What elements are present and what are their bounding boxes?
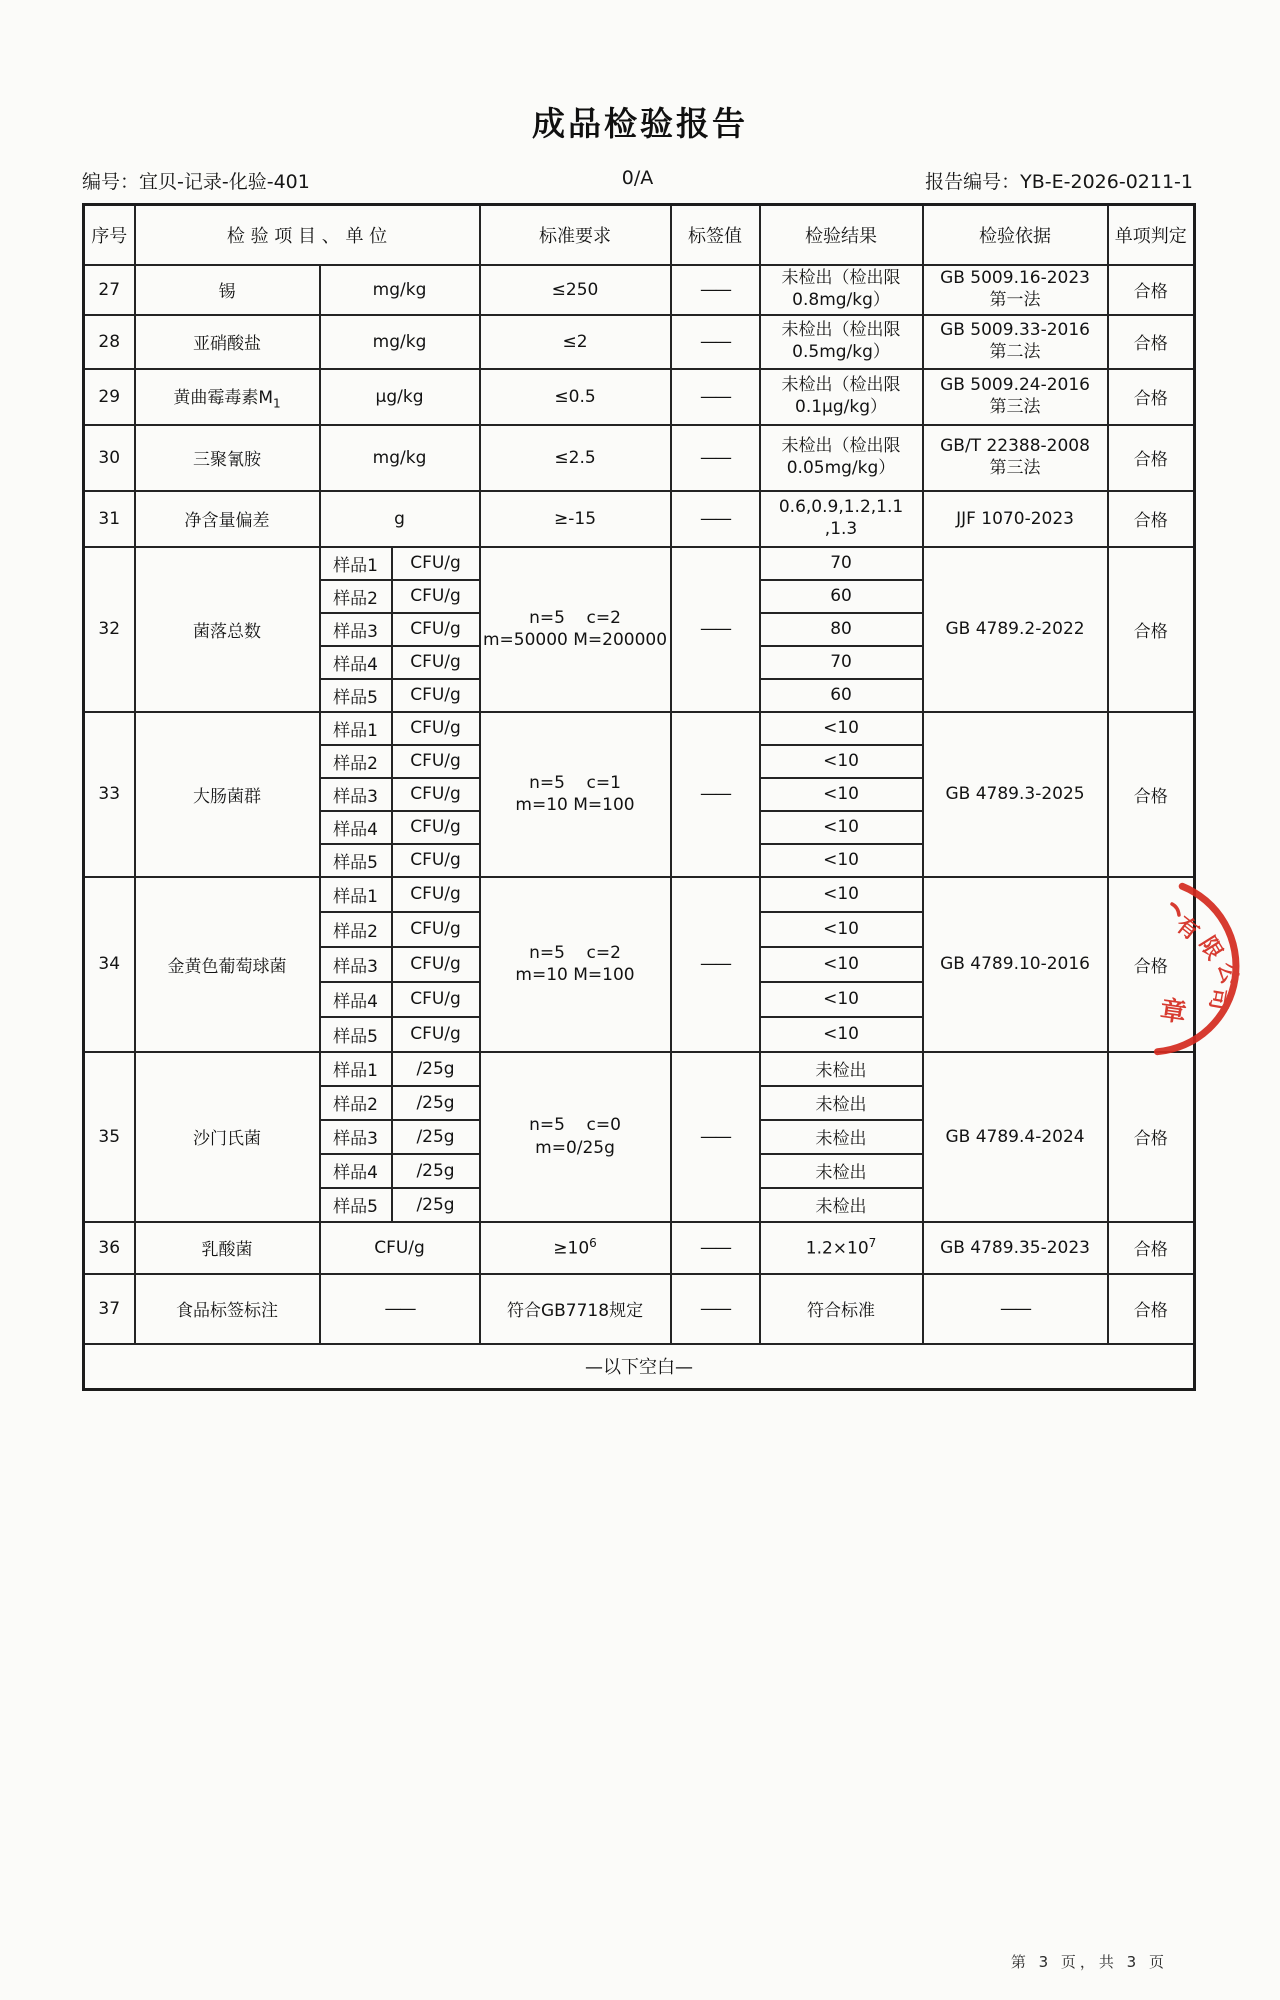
cell-no: 30 (84, 425, 135, 491)
cell-standard (480, 547, 671, 712)
cell-standard: ≤250 (480, 265, 671, 315)
cell-sample: 样品5 (320, 1188, 392, 1222)
cell-no: 37 (84, 1274, 135, 1344)
cell-standard: ≤2.5 (480, 425, 671, 491)
blank-filler-cell: —以下空白— (84, 1344, 1195, 1390)
cell-no: 31 (84, 491, 135, 547)
cell-sample: 样品4 (320, 982, 392, 1017)
cell-label-value: —— (671, 265, 760, 315)
cell-sample: 样品3 (320, 947, 392, 982)
cell-standard (480, 1052, 671, 1222)
cell-item (135, 369, 320, 425)
cell-unit: /25g (392, 1154, 480, 1188)
cell-result (760, 491, 923, 547)
standard-line2: m=10 M=100 (515, 965, 635, 985)
cell-result (760, 425, 923, 491)
cell-no: 33 (84, 712, 135, 877)
cell-result (760, 1222, 923, 1274)
cell-unit: g (320, 491, 480, 547)
result-line1: 未检出（检出限 (781, 268, 901, 289)
cell-basis: —— (923, 1274, 1108, 1344)
cell-result: 未检出 (760, 1188, 923, 1222)
cell-unit: CFU/g (392, 613, 480, 646)
cell-result (760, 265, 923, 315)
cell-label-value: —— (671, 425, 760, 491)
basis-line1: GB/T 22388-2008 (940, 436, 1090, 457)
table-row (84, 877, 1195, 912)
cell-result: 未检出 (760, 1120, 923, 1154)
cell-result: <10 (760, 811, 923, 844)
seal-char: 限 (1194, 932, 1227, 965)
table-row (84, 547, 1195, 580)
cell-result (760, 369, 923, 425)
result-line2: 0.5mg/kg） (792, 341, 890, 362)
col-header-no: 序号 (84, 205, 135, 265)
cell-item: 大肠菌群 (135, 712, 320, 877)
col-header-result: 检验结果 (760, 205, 923, 265)
cell-result: 70 (760, 646, 923, 679)
cell-sample: 样品1 (320, 877, 392, 912)
cell-unit: CFU/g (320, 1222, 480, 1274)
cell-item: 乳酸菌 (135, 1222, 320, 1274)
cell-result: <10 (760, 947, 923, 982)
table-row (84, 1222, 1195, 1274)
cell-standard: 符合GB7718规定 (480, 1274, 671, 1344)
cell-sample: 样品3 (320, 613, 392, 646)
cell-no: 34 (84, 877, 135, 1052)
cell-result (760, 315, 923, 369)
cell-basis: JJF 1070-2023 (923, 491, 1108, 547)
col-header-label-value: 标签值 (671, 205, 760, 265)
cell-label-value: —— (671, 491, 760, 547)
cell-sample: 样品4 (320, 646, 392, 679)
table-row (84, 1052, 1195, 1086)
cell-sample: 样品5 (320, 1017, 392, 1052)
cell-unit: CFU/g (392, 547, 480, 580)
item-subscript: 1 (273, 396, 281, 411)
cell-sample: 样品2 (320, 1086, 392, 1120)
cell-sample: 样品1 (320, 712, 392, 745)
cell-no: 35 (84, 1052, 135, 1222)
cell-result: <10 (760, 745, 923, 778)
cell-unit: CFU/g (392, 712, 480, 745)
item-text: 黄曲霉毒素M (173, 387, 274, 408)
cell-sample: 样品1 (320, 547, 392, 580)
col-header-item-unit: 检 验 项 目 、 单 位 (135, 205, 480, 265)
cell-sample: 样品5 (320, 844, 392, 877)
cell-verdict: 合格 (1108, 1052, 1195, 1222)
seal-char: 司 (1204, 986, 1233, 1013)
cell-no: 36 (84, 1222, 135, 1274)
cell-result: 60 (760, 580, 923, 613)
cell-label-value: —— (671, 547, 760, 712)
cell-result: <10 (760, 1017, 923, 1052)
standard-line1: n=5 c=1 (529, 772, 621, 793)
result-line2: 0.1μg/kg） (795, 396, 888, 417)
result-line1: 未检出（检出限 (781, 320, 901, 341)
cell-unit: CFU/g (392, 778, 480, 811)
cell-result: <10 (760, 912, 923, 947)
cell-unit: —— (320, 1274, 480, 1344)
cell-unit: /25g (392, 1086, 480, 1120)
cell-item: 沙门氏菌 (135, 1052, 320, 1222)
cell-no: 27 (84, 265, 135, 315)
basis-line2: 第一法 (989, 289, 1041, 310)
cell-unit: μg/kg (320, 369, 480, 425)
cell-verdict: 合格 (1108, 265, 1195, 315)
result-line2: 0.05mg/kg） (786, 457, 896, 478)
standard-line1: n=5 c=2 (529, 607, 621, 628)
result-line2: ,1.3 (824, 518, 858, 539)
col-header-basis: 检验依据 (923, 205, 1108, 265)
cell-sample: 样品1 (320, 1052, 392, 1086)
result-superscript: 7 (868, 1236, 877, 1251)
basis-line1: GB 5009.24-2016 (940, 375, 1090, 396)
cell-result: <10 (760, 778, 923, 811)
basis-line1: GB 5009.16-2023 (940, 268, 1090, 289)
standard-base: ≥10 (553, 1238, 590, 1259)
table-row (84, 491, 1195, 547)
cell-item: 金黄色葡萄球菌 (135, 877, 320, 1052)
cell-basis: GB 4789.35-2023 (923, 1222, 1108, 1274)
cell-unit: CFU/g (392, 646, 480, 679)
standard-superscript: 6 (589, 1236, 597, 1251)
seal-char: 公 (1212, 960, 1242, 988)
cell-verdict: 合格 (1108, 491, 1195, 547)
cell-unit: /25g (392, 1188, 480, 1222)
result-line1: 0.6,0.9,1.2,1.1 (778, 497, 904, 518)
cell-unit: CFU/g (392, 844, 480, 877)
cell-unit: CFU/g (392, 877, 480, 912)
cell-label-value: —— (671, 1274, 760, 1344)
standard-line1: n=5 c=2 (529, 942, 621, 963)
cell-basis: GB 4789.10-2016 (923, 877, 1108, 1052)
result-line2: 0.8mg/kg） (792, 289, 890, 310)
standard-line1: n=5 c=0 (529, 1115, 621, 1136)
cell-standard: ≥-15 (480, 491, 671, 547)
cell-result: <10 (760, 712, 923, 745)
cell-standard: ≤2 (480, 315, 671, 369)
cell-label-value: —— (671, 369, 760, 425)
cell-unit: /25g (392, 1052, 480, 1086)
cell-verdict: 合格 (1108, 315, 1195, 369)
cell-basis: GB 4789.4-2024 (923, 1052, 1108, 1222)
cell-result: 符合标准 (760, 1274, 923, 1344)
cell-unit: mg/kg (320, 315, 480, 369)
cell-verdict: 合格 (1108, 1274, 1195, 1344)
table-row (84, 369, 1195, 425)
standard-line2: m=0/25g (535, 1137, 615, 1158)
cell-basis: GB 4789.2-2022 (923, 547, 1108, 712)
cell-standard (480, 712, 671, 877)
cell-item: 食品标签标注 (135, 1274, 320, 1344)
cell-verdict: 合格 (1108, 1222, 1195, 1274)
result-line1: 未检出（检出限 (781, 375, 901, 396)
table-row (84, 265, 1195, 315)
cell-sample: 样品4 (320, 1154, 392, 1188)
cell-standard (480, 1222, 671, 1274)
cell-result: 未检出 (760, 1154, 923, 1188)
cell-sample: 样品2 (320, 912, 392, 947)
cell-unit: CFU/g (392, 811, 480, 844)
seal-char: 有 (1170, 912, 1204, 946)
cell-result: 70 (760, 547, 923, 580)
report-page (0, 98, 1280, 2000)
cell-item: 净含量偏差 (135, 491, 320, 547)
cell-standard (480, 877, 671, 1052)
cell-sample: 样品2 (320, 745, 392, 778)
cell-unit: CFU/g (392, 745, 480, 778)
result-line1: 未检出（检出限 (781, 436, 901, 457)
cell-unit: /25g (392, 1120, 480, 1154)
doc-number: 编号：宜贝-记录-化验-401 (82, 171, 310, 193)
cell-basis (923, 425, 1108, 491)
cell-label-value: —— (671, 712, 760, 877)
basis-line2: 第二法 (989, 341, 1041, 362)
cell-verdict: 合格 (1108, 712, 1195, 877)
cell-basis (923, 315, 1108, 369)
cell-sample: 样品2 (320, 580, 392, 613)
cell-no: 28 (84, 315, 135, 369)
cell-basis: GB 4789.3-2025 (923, 712, 1108, 877)
standard-line2: m=10 M=100 (515, 795, 635, 815)
standard-line2: m=50000 M=200000 (482, 630, 668, 650)
header-row (84, 205, 1195, 265)
cell-result: <10 (760, 844, 923, 877)
result-base: 1.2×10 (805, 1238, 869, 1259)
cell-result: <10 (760, 982, 923, 1017)
basis-line1: GB 5009.33-2016 (940, 320, 1090, 341)
table-row (84, 425, 1195, 491)
cell-unit: mg/kg (320, 425, 480, 491)
col-header-standard: 标准要求 (480, 205, 671, 265)
cell-sample: 样品4 (320, 811, 392, 844)
cell-label-value: —— (671, 1052, 760, 1222)
cell-result: 80 (760, 613, 923, 646)
cell-basis (923, 265, 1108, 315)
cell-no: 29 (84, 369, 135, 425)
cell-verdict: 合格 (1108, 547, 1195, 712)
inspection-table (82, 203, 1196, 1391)
page-number: 第 3 页，共 3 页 (1010, 1953, 1168, 1971)
version-code: 0/A (621, 167, 654, 189)
cell-item: 锡 (135, 265, 320, 315)
table-row (84, 1344, 1195, 1390)
cell-item: 三聚氰胺 (135, 425, 320, 491)
report-number: 报告编号：YB-E-2026-0211-1 (925, 171, 1193, 193)
cell-unit: CFU/g (392, 580, 480, 613)
cell-result: 未检出 (760, 1052, 923, 1086)
cell-sample: 样品3 (320, 778, 392, 811)
cell-label-value: —— (671, 1222, 760, 1274)
cell-unit: CFU/g (392, 1017, 480, 1052)
cell-result: 未检出 (760, 1086, 923, 1120)
cell-standard: ≤0.5 (480, 369, 671, 425)
basis-line2: 第三法 (989, 396, 1041, 417)
cell-sample: 样品3 (320, 1120, 392, 1154)
table-row (84, 712, 1195, 745)
cell-basis (923, 369, 1108, 425)
basis-line2: 第三法 (989, 457, 1041, 478)
cell-result: 60 (760, 679, 923, 712)
cell-sample: 样品5 (320, 679, 392, 712)
cell-result: <10 (760, 877, 923, 912)
cell-unit: CFU/g (392, 982, 480, 1017)
cell-unit: CFU/g (392, 947, 480, 982)
cell-unit: CFU/g (392, 912, 480, 947)
cell-item: 菌落总数 (135, 547, 320, 712)
meta-line (82, 167, 1193, 195)
cell-verdict: 合格 (1108, 425, 1195, 491)
table-row (84, 315, 1195, 369)
seal-char: 章 (1158, 995, 1189, 1029)
cell-unit: CFU/g (392, 679, 480, 712)
col-header-verdict: 单项判定 (1108, 205, 1195, 265)
cell-no: 32 (84, 547, 135, 712)
cell-unit: mg/kg (320, 265, 480, 315)
cell-label-value: —— (671, 877, 760, 1052)
page-title: 成品检验报告 (532, 104, 748, 143)
cell-item: 亚硝酸盐 (135, 315, 320, 369)
table-row (84, 1274, 1195, 1344)
cell-verdict: 合格 (1108, 369, 1195, 425)
cell-label-value: —— (671, 315, 760, 369)
cell-verdict: 合格 (1108, 877, 1195, 1052)
